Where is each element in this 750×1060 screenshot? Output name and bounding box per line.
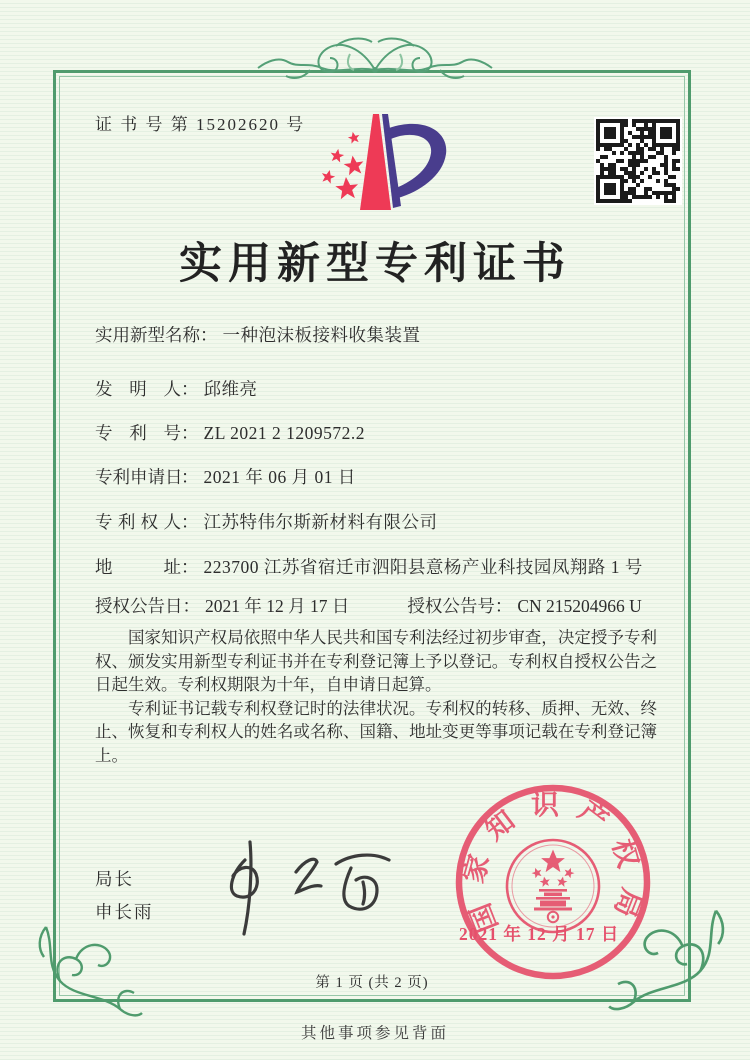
- top-flourish-ornament: [250, 28, 500, 86]
- field-label: 发明人: [95, 379, 181, 399]
- colon: ：: [181, 467, 199, 487]
- back-side-note: 其他事项参见背面: [300, 1025, 449, 1042]
- logo-stars-icon: [320, 131, 365, 200]
- colon: ：: [181, 423, 199, 443]
- colon: ：: [182, 596, 200, 616]
- page-number: 第 1 页 (共 2 页): [315, 975, 429, 991]
- qr-code: [594, 117, 682, 205]
- seal-date: 2021 年 12 月 17 日: [459, 924, 620, 944]
- field-value: 邱维亮: [203, 379, 258, 399]
- field-row-patentee: [95, 509, 675, 534]
- grant-number-value: CN 215204966 U: [517, 596, 642, 616]
- field-row-inventor: [95, 376, 675, 401]
- colon: ：: [200, 325, 218, 345]
- cnipa-ip-logo-icon: [297, 108, 457, 218]
- field-value: 江苏特伟尔斯新材料有限公司: [203, 512, 438, 532]
- certificate-number: 证 书 号 第 15202620 号: [95, 115, 306, 134]
- legal-paragraph-2: 专利证书记载专利权登记时的法律状况。专利权的转移、质押、无效、终止、恢复和专利权人的姓名或名称、国籍、地址变更等事项记载在专利登记簿上。: [95, 698, 657, 765]
- field-row-patent-number: [95, 420, 675, 445]
- field-value: 223700 江苏省宿迁市泗阳县意杨产业科技园凤翔路 1 号: [203, 557, 643, 577]
- field-value: 2021 年 06 月 01 日: [203, 467, 356, 487]
- certificate-title: 实用新型专利证书: [179, 241, 571, 288]
- field-value: ZL 2021 2 1209572.2: [203, 423, 365, 443]
- colon: ：: [181, 557, 199, 577]
- colon: ：: [181, 512, 199, 532]
- grant-date-value: 2021 年 12 月 17 日: [205, 596, 350, 616]
- colon: ：: [494, 596, 513, 616]
- colon: ：: [181, 379, 199, 399]
- grant-number-label: 授权公告号: [407, 596, 495, 616]
- legal-paragraph-1: 国家知识产权局依照中华人民共和国专利法经过初步审查，决定授予专利权、颁发实用新型专利证书并在专利登记簿上予以登记。专利权自授权公告之日起生效。专利权期限为十年，自申请日起算。: [95, 628, 657, 694]
- grant-announcement-row: [95, 593, 675, 618]
- field-label: 实用新型名称: [95, 325, 200, 345]
- svg-text:国家知识产权局: 国家知识产权局: [458, 790, 648, 937]
- cnipa-official-seal: [451, 780, 655, 984]
- field-value: 一种泡沫板接料收集装置: [222, 325, 421, 345]
- national-emblem-icon: [507, 840, 599, 932]
- grant-number: [407, 593, 641, 618]
- field-row-utility-model-name: [95, 322, 675, 347]
- tiananmen-gate-icon: [534, 889, 572, 911]
- field-row-filing-date: [95, 464, 675, 489]
- commissioner-name-label: 申长雨: [95, 902, 154, 922]
- field-label: 地址: [95, 557, 181, 577]
- field-label: 专利权人: [95, 512, 181, 532]
- grant-date-label: 授权公告日: [95, 596, 183, 616]
- legal-text-block: [95, 626, 657, 767]
- field-row-address: [95, 554, 675, 579]
- field-label: 专利申请日: [95, 467, 183, 487]
- handwritten-signature-icon: [193, 830, 403, 945]
- field-label: 专利号: [95, 423, 181, 443]
- grant-date: [95, 593, 349, 618]
- commissioner-role-label: 局长: [95, 869, 134, 889]
